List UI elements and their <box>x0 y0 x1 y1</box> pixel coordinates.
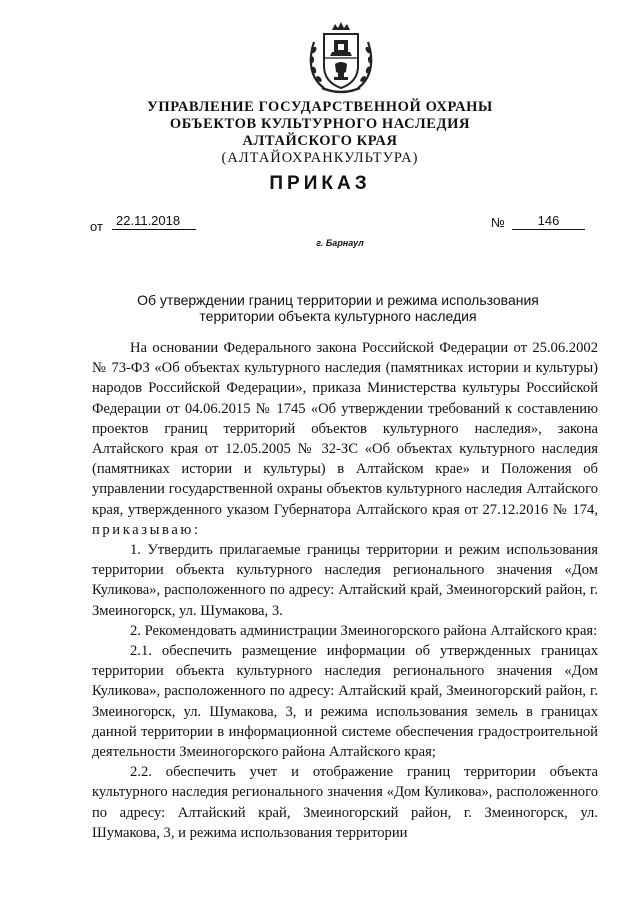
order-body <box>92 338 598 843</box>
agency-line-2: ОБЪЕКТОВ КУЛЬТУРНОГО НАСЛЕДИЯ <box>169 116 471 132</box>
number-sign: № <box>491 215 505 230</box>
order-subject <box>0 292 640 324</box>
order-date: 22.11.2018 <box>112 213 196 230</box>
order-number: 146 <box>512 213 585 230</box>
item-2-1: 2.1. обеспечить размещение информации об утвержденных границах территории объекта культурного наследия регионального значения «Дом Куликова», расположенного по адресу: Алтайский край, Змеиногорский район, г. Змеиногорск, ул. Шумакова, 3, и режима использования земель в границах данной территории в информационной системе обеспечения градостроительной деятельности Змеиногорского района Алтайского края; <box>92 643 598 761</box>
date-prefix: от <box>90 219 103 234</box>
document-title: ПРИКАЗ <box>269 173 371 194</box>
agency-line-1: УПРАВЛЕНИЕ ГОСУДАРСТВЕННОЙ ОХРАНЫ <box>147 99 493 115</box>
item-1: 1. Утвердить прилагаемые границы территории и режим использования территории объекта культурного наследия регионального значения «Дом Куликова», расположенного по адресу: Алтайский край, Змеиногорский район, г. Змеиногорск, ул. Шумакова, 3. <box>92 542 598 619</box>
item-2-2: 2.2. обеспечить учет и отображение границ территории объекта культурного наследия регионального значения «Дом Куликова», расположенного по адресу: Алтайский край, Змеиногорский район, г. Змеиногорск, ул. Шумакова, 3, и режима использования территории <box>92 764 598 841</box>
agency-abbreviation: (АЛТАЙОХРАНКУЛЬТУРА) <box>221 150 419 166</box>
agency-name <box>0 99 640 167</box>
subject-line-1: Об утверждении границ территории и режима использования <box>137 292 539 308</box>
preamble-paragraph <box>92 338 598 540</box>
agency-line-3: АЛТАЙСКОГО КРАЯ <box>242 133 398 149</box>
city-label: г. Барнаул <box>316 238 364 248</box>
item-2: 2. Рекомендовать администрации Змеиногорского района Алтайского края: <box>130 622 598 639</box>
order-word: приказываю: <box>92 521 201 538</box>
subject-line-2: территории объекта культурного наследия <box>199 308 477 324</box>
coat-of-arms-emblem <box>304 20 378 100</box>
preamble-text: На основании Федерального закона Российской Федерации от 25.06.2002 № 73-ФЗ «Об объектах культурного наследия (памятниках истории и культуры) народов Российской Федерации», приказа Министерства культуры Российской Федерации от 04.06.2015 № 1745 «Об утверждении требований к составлению проектов границ территорий объектов культурного наследия», закона Алтайского края от 12.05.2005 № 32-ЗС «Об объектах культурного наследия (памятниках истории и культуры) в Алтайском крае» и Положения об управлении государственной охраны объектов культурного наследия Алтайского края, утвержденного указом Губернатора Алтайского края от 27.12.2016 № 174, <box>92 340 598 518</box>
